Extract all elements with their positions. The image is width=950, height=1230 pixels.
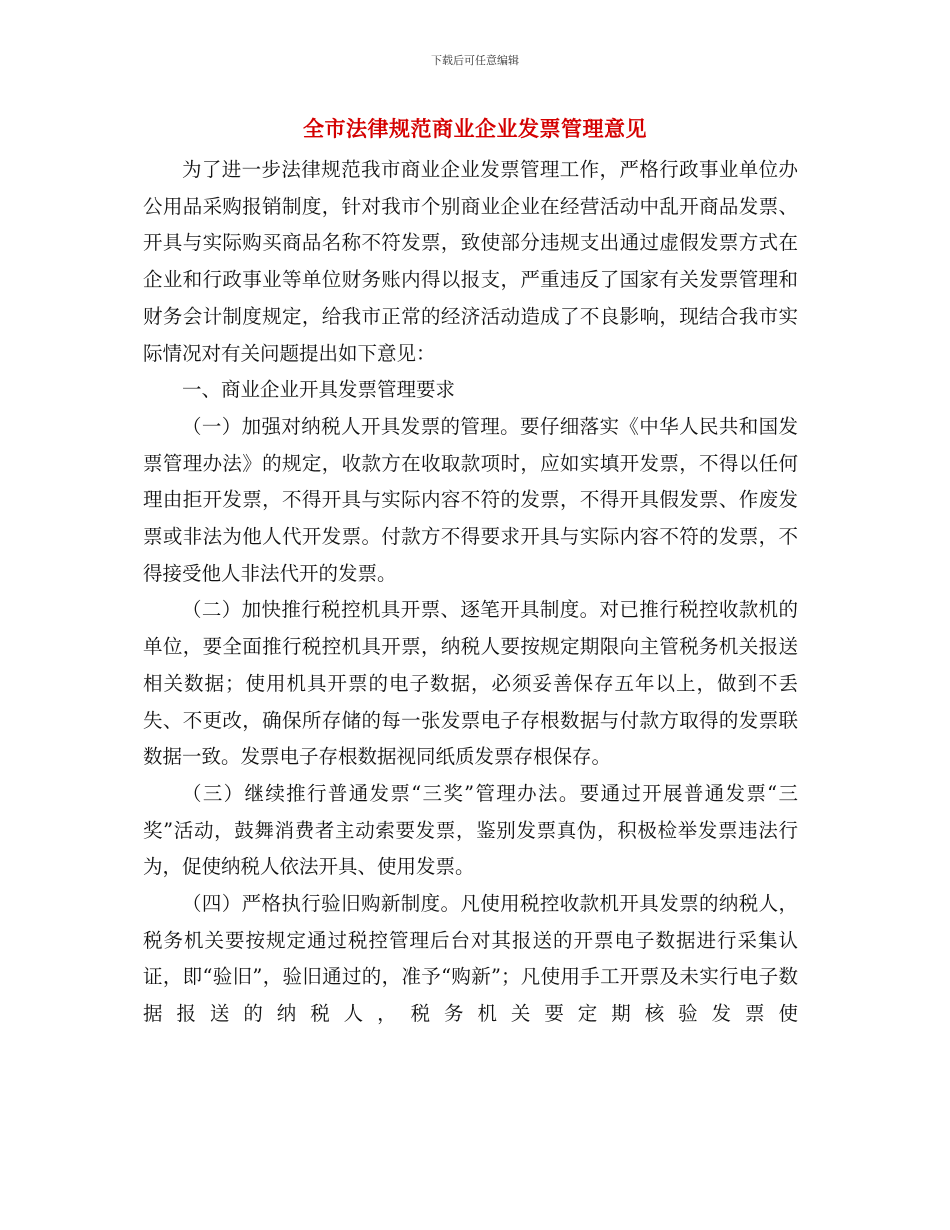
paragraph-item-1: （一）加强对纳税人开具发票的管理。要仔细落实《中华人民共和国发票管理办法》的规定，收款方在收取款项时，应如实填开发票，不得以任何理由拒开发票，不得开具与实际内容不符的发票，不得开具假发票、作废发票或非法为他人代开发票。付款方不得要求开具与实际内容不符的发票，不得接受他人非法代开的发票。 (143, 414, 798, 585)
paragraph-intro: 为了进一步法律规范我市商业企业发票管理工作，严格行政事业单位办公用品采购报销制度，针对我市个别商业企业在经营活动中乱开商品发票、开具与实际购买商品名称不符发票，致使部分违规支出通过虚假发票方式在企业和行政事业等单位财务账内得以报支，严重违反了国家有关发票管理和财务会计制度规定，给我市正常的经济活动造成了不良影响，现结合我市实际情况对有关问题提出如下意见： (143, 158, 798, 365)
section-heading-1: 一、商业企业开具发票管理要求 (182, 378, 456, 402)
document-title: 全市法律规范商业企业发票管理意见 (303, 117, 647, 141)
paragraph-item-4: （四）严格执行验旧购新制度。凡使用税控收款机开具发票的纳税人，税务机关要按规定通过税控管理后台对其报送的开票电子数据进行采集认证，即“验旧”，验旧通过的，准予“购新”；凡使用手工开票及未实行电子数据报送的纳税人，税务机关要定期核验发票使 (143, 892, 798, 1026)
document-body (143, 152, 798, 1033)
paragraph-item-2: （二）加快推行税控机具开票、逐笔开具制度。对已推行税控收款机的单位，要全面推行税控机具开票，纳税人要按规定期限向主管税务机关报送相关数据；使用机具开票的电子数据，必须妥善保存五年以上，做到不丢失、不更改，确保所存储的每一张发票电子存根数据与付款方取得的发票联数据一致。发票电子存根数据视同纸质发票存根保存。 (143, 598, 798, 769)
header-note: 下载后可任意编辑 (431, 54, 519, 67)
paragraph-item-3: （三）继续推行普通发票“三奖”管理办法。要通过开展普通发票“三奖”活动，鼓舞消费者主动索要发票，鉴别发票真伪，积极检举发票违法行为，促使纳税人依法开具、使用发票。 (143, 781, 798, 879)
